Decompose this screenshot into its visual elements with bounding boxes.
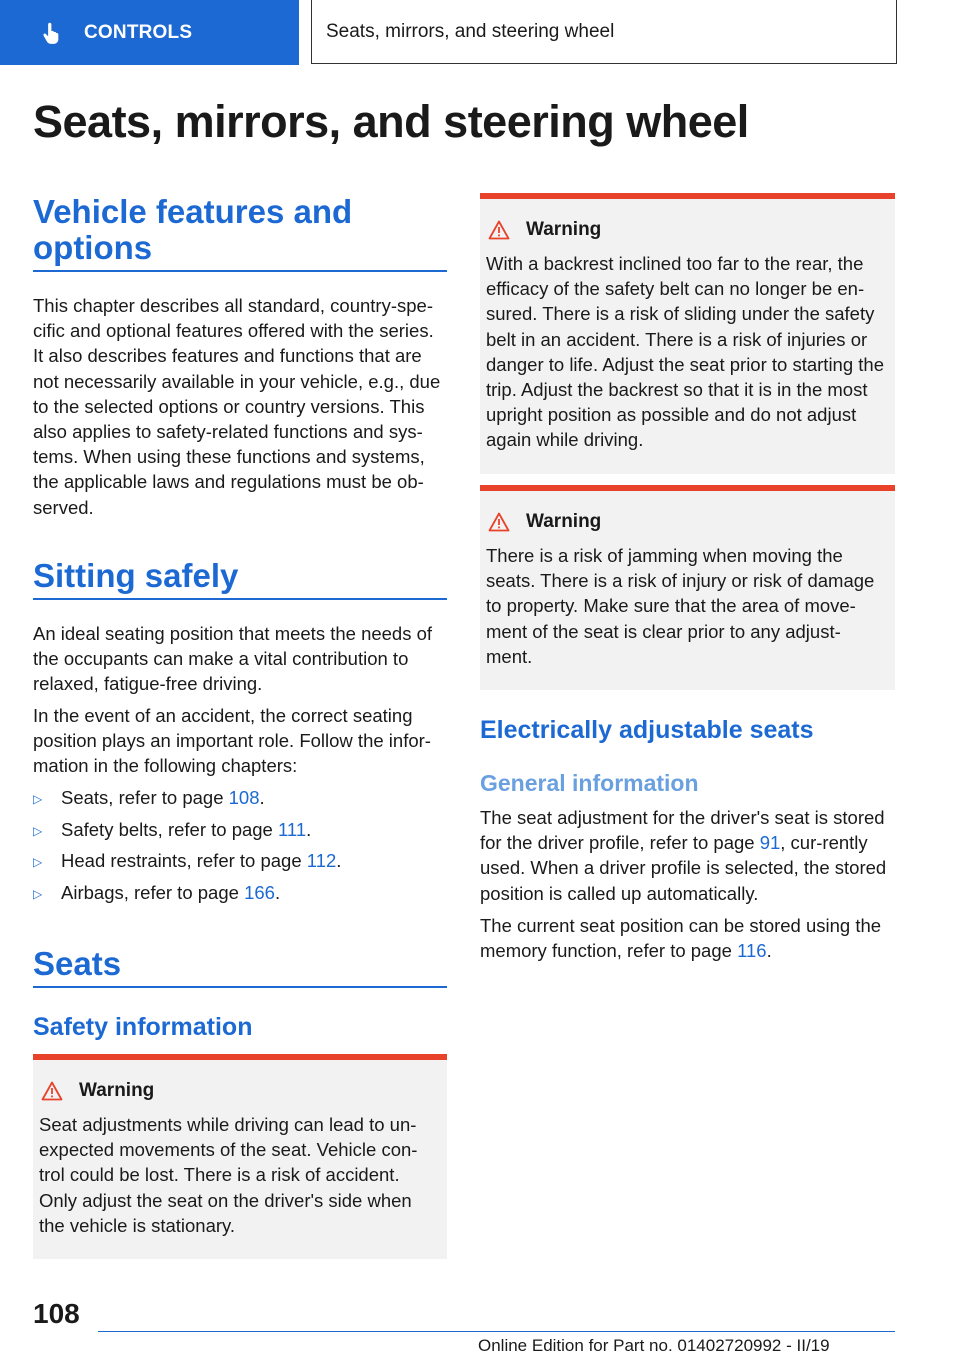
triangle-bullet-icon: ▷ [33, 886, 43, 901]
section-label: CONTROLS [84, 21, 193, 43]
page-number: 108 [33, 1298, 80, 1329]
hand-pointer-icon [40, 20, 66, 46]
sitting-safely-heading: Sitting safely [33, 557, 239, 594]
warning-box [480, 485, 895, 690]
list-item: ▷ Airbags, refer to page 166. [33, 881, 281, 903]
list-item-text: Airbags, refer to page [61, 881, 245, 903]
vehicle-features-text: This chapter describes all standard, country-spe-cific and optional features offered with the series. It also describes features and functions that are not necessarily available in your vehicle, e.g., due to the selected options or country versions. This also applies to safety-related functions and sys-tems. When using these functions and systems, the applicable laws and regulations must be ob-served. [33, 295, 441, 518]
electric-para2: The current seat position can be stored using the memory function, refer to page 116. [480, 915, 882, 962]
chapter-title: Seats, mirrors, and steering wheel [326, 20, 615, 42]
warning-text: Seat adjustments while driving can lead to un-expected movements of the seat. Vehicle con-trol could be lost. There is a risk of accident. Only adjust the seat on the driver's side when the vehicle is stationary. [39, 1114, 418, 1236]
list-item-text: Safety belts, refer to page [61, 818, 278, 840]
section-tab[interactable] [0, 0, 299, 65]
warning-title: Warning [526, 219, 602, 240]
heading-rule [33, 598, 447, 600]
list-item: ▷ Head restraints, refer to page 112. [33, 850, 342, 871]
warning-title: Warning [79, 1080, 155, 1101]
list-item-text: Seats, refer to page [61, 787, 229, 808]
heading-rule [33, 270, 447, 272]
footer-rule [98, 1331, 895, 1332]
safety-information-heading: Safety information [33, 1013, 253, 1041]
warning-box [33, 1054, 447, 1259]
page-link[interactable]: 112 [306, 850, 337, 871]
page-link[interactable]: 116 [737, 940, 767, 962]
general-information-heading: General information [480, 770, 699, 796]
warning-triangle-icon [488, 220, 510, 240]
warning-text: There is a risk of jamming when moving the seats. There is a risk of injury or risk of damage to property. Make sure that the area of move-ment of the seat is clear prior to any adjust-ment. [486, 545, 875, 667]
triangle-bullet-icon: ▷ [33, 855, 43, 869]
seats-heading: Seats [33, 945, 122, 982]
electric-para1: The seat adjustment for the driver's seat is stored for the driver profile, refer to page 91, cur-rently used. When a driver profile is selected, the stored position is called up automatically. [480, 807, 887, 904]
list-item: ▷ Seats, refer to page 108. [33, 787, 265, 808]
triangle-bullet-icon: ▷ [33, 823, 43, 838]
page-title: Seats, mirrors, and steering wheel [33, 96, 749, 147]
list-item: ▷ Safety belts, refer to page 111. [33, 818, 312, 840]
page-link[interactable]: 91 [759, 832, 781, 854]
chapter-header [311, 0, 897, 64]
triangle-bullet-icon: ▷ [33, 792, 43, 806]
electrically-adjustable-heading: Electrically adjustable seats [480, 716, 814, 744]
page-link[interactable]: 108 [228, 787, 260, 808]
sitting-safely-para2: In the event of an accident, the correct seating position plays an important role. Follow the infor-mation in the following chapters: [33, 705, 431, 777]
edition-text: Online Edition for Part no. 01402720992 - II/19 [478, 1336, 830, 1355]
chapter-list [33, 787, 447, 913]
page-link[interactable]: 111 [278, 818, 307, 840]
warning-triangle-icon [41, 1081, 63, 1101]
warning-text: With a backrest inclined too far to the rear, the efficacy of the safety belt can no longer be en-sured. There is a risk of sliding under the safety belt in an accident. There is a risk of injuries or danger to life. Adjust the seat prior to starting the trip. Adjust the backrest so that it is in the most upright position as possible and do not adjust again while driving. [486, 253, 884, 451]
list-item-text: Head restraints, refer to page [61, 850, 307, 871]
warning-title: Warning [526, 511, 602, 532]
page-link[interactable]: 166 [244, 881, 275, 903]
heading-rule [33, 986, 447, 988]
warning-box [480, 193, 895, 474]
vehicle-features-heading: Vehicle features and options [33, 193, 353, 266]
warning-triangle-icon [488, 512, 510, 532]
sitting-safely-para1: An ideal seating position that meets the needs of the occupants can make a vital contribution to relaxed, fatigue-free driving. [33, 623, 433, 695]
